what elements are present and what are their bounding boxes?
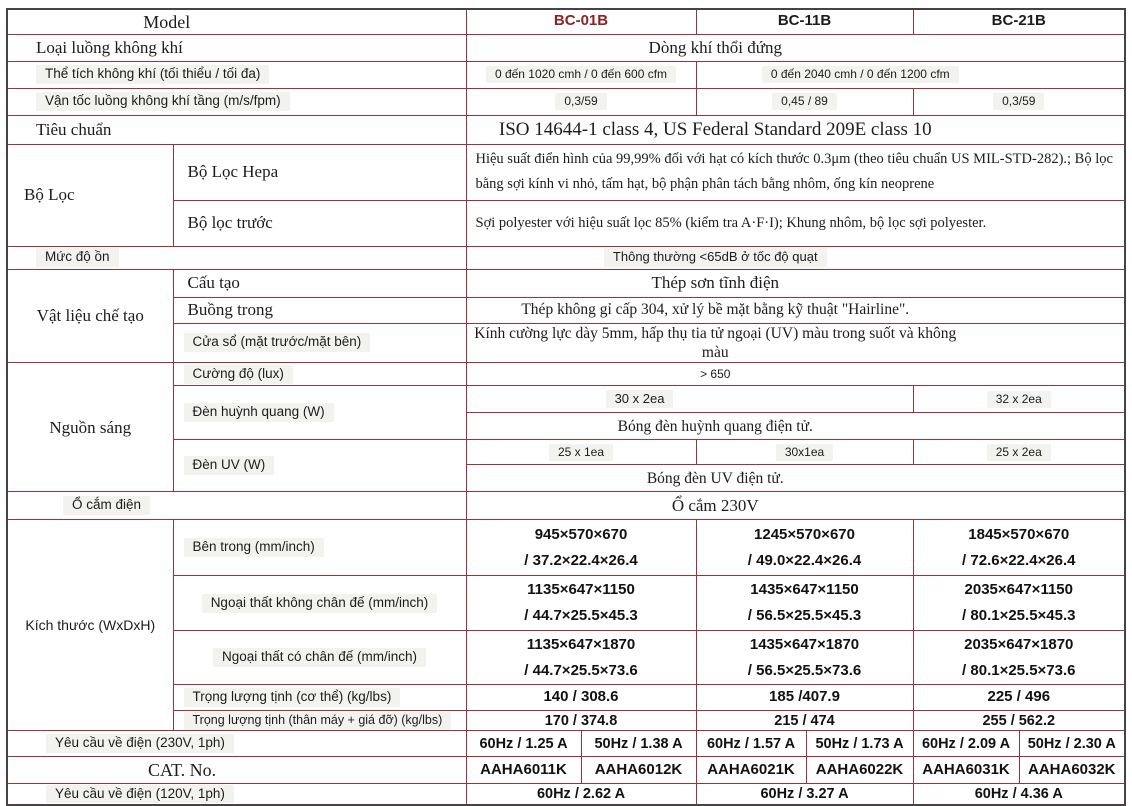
cat-no-5: AAHA6031K: [913, 757, 1019, 784]
row-dim-ext-stand: [7, 631, 1125, 685]
weight-body-bc11b: 185 /407.9: [696, 685, 913, 711]
power-120v-bc11b: 60Hz / 3.27 A: [696, 784, 913, 805]
row-structure: [7, 269, 1125, 297]
cat-no-2: AAHA6012K: [581, 757, 696, 784]
airflow-type-value: Dòng khí thổi đứng: [466, 34, 1125, 61]
cat-no-label: CAT. No.: [7, 757, 466, 784]
uv-note: Bóng đèn UV điện tử.: [466, 465, 1125, 492]
pre-filter-label: Bộ lọc trước: [173, 200, 466, 246]
row-model: [7, 9, 1125, 34]
power-230v-label: Yêu cầu về điện (230V, 1ph): [46, 734, 234, 753]
row-weight-stand: [7, 711, 1125, 731]
power-230v-bc11b-60hz: 60Hz / 1.57 A: [696, 731, 806, 757]
dimensions-group-label: Kích thước (WxDxH): [7, 520, 173, 731]
hepa-filter-label: Bộ Lọc Hepa: [173, 144, 466, 200]
dim-ext-stand-bc21b: 2035×647×1870 / 80.1×25.5×73.6: [913, 631, 1125, 685]
dim-ext-no-stand-bc21b: 2035×647×1150 / 80.1×25.5×45.3: [913, 576, 1125, 631]
weight-body-label: Trọng lượng tịnh (cơ thể) (kg/lbs): [184, 688, 401, 707]
row-air-velocity: [7, 88, 1125, 115]
pre-filter-value: Sợi polyester với hiệu suất lọc 85% (kiểm tra A·F·I); Khung nhôm, bộ lọc sợi polyester.: [466, 200, 1125, 246]
air-volume-bc11b-bc21b: 0 đến 2040 cmh / 0 đến 1200 cfm: [762, 66, 959, 83]
air-velocity-label: Vận tốc luồng không khí tầng (m/s/fpm): [36, 92, 290, 111]
cat-no-4: AAHA6022K: [806, 757, 913, 784]
row-power-230v: [7, 731, 1125, 757]
power-230v-bc11b-50hz: 50Hz / 1.73 A: [806, 731, 913, 757]
material-group-label: Vật liệu chế tạo: [7, 269, 173, 363]
model-header-label: Model: [7, 9, 466, 34]
power-230v-bc21b-60hz: 60Hz / 2.09 A: [913, 731, 1019, 757]
dim-ext-no-stand-bc01b: 1135×647×1150 / 44.7×25.5×45.3: [466, 576, 696, 631]
row-airflow-type: [7, 34, 1125, 61]
window-label: Cửa sổ (mặt trước/mặt bên): [184, 333, 371, 352]
dim-inner-bc01b: 945×570×670 / 37.2×22.4×26.4: [466, 520, 696, 576]
fluorescent-bc01b-bc11b: 30 x 2ea: [606, 390, 674, 408]
dim-inner-bc21b: 1845×570×670 / 72.6×22.4×26.4: [913, 520, 1125, 576]
uv-bc21b: 25 x 2ea: [987, 444, 1051, 461]
fluorescent-bc21b: 32 x 2ea: [987, 391, 1051, 408]
fluorescent-note: Bóng đèn huỳnh quang điện tử.: [466, 413, 1125, 440]
power-230v-bc01b-60hz: 60Hz / 1.25 A: [466, 731, 581, 757]
row-uv-values: [7, 440, 1125, 465]
structure-label: Cấu tạo: [173, 269, 466, 297]
model-bc21b: BC-21B: [913, 9, 1125, 34]
cat-no-3: AAHA6021K: [696, 757, 806, 784]
airflow-type-label: Loại luồng không khí: [7, 34, 466, 61]
row-air-volume: [7, 61, 1125, 88]
light-group-label: Nguồn sáng: [7, 363, 173, 492]
row-outlet: [7, 492, 1125, 520]
dim-ext-stand-label: Ngoại thất có chân đế (mm/inch): [213, 648, 426, 667]
power-120v-bc21b: 60Hz / 4.36 A: [913, 784, 1125, 805]
structure-value: Thép sơn tĩnh điện: [466, 269, 1125, 297]
dim-inner-label: Bên trong (mm/inch): [184, 538, 324, 557]
power-230v-bc21b-50hz: 50Hz / 2.30 A: [1019, 731, 1125, 757]
weight-stand-bc11b: 215 / 474: [696, 711, 913, 731]
row-dim-ext-no-stand: [7, 576, 1125, 631]
row-cat-no: [7, 757, 1125, 784]
weight-stand-bc01b: 170 / 374.8: [466, 711, 696, 731]
noise-label: Mức độ ồn: [36, 248, 119, 267]
dim-ext-no-stand-label: Ngoại thất không chân đế (mm/inch): [202, 594, 438, 613]
row-power-120v: [7, 784, 1125, 805]
chamber-value: Thép không gỉ cấp 304, xử lý bề mặt bằng kỹ thuật "Hairline".: [466, 297, 1125, 323]
dim-inner-bc11b: 1245×570×670 / 49.0×22.4×26.4: [696, 520, 913, 576]
standard-label: Tiêu chuẩn: [7, 115, 466, 144]
uv-label: Đèn UV (W): [184, 456, 275, 475]
weight-body-bc01b: 140 / 308.6: [466, 685, 696, 711]
specification-table: [6, 8, 1126, 806]
power-120v-label: Yêu cầu về điện (120V, 1ph): [46, 785, 234, 804]
cat-no-6: AAHA6032K: [1019, 757, 1125, 784]
fluorescent-label: Đèn huỳnh quang (W): [184, 403, 334, 422]
filter-group-label: Bộ Lọc: [7, 144, 173, 246]
row-standard: [7, 115, 1125, 144]
row-fluorescent-values: [7, 386, 1125, 413]
air-volume-label: Thể tích không khí (tối thiểu / tối đa): [36, 65, 269, 84]
weight-stand-label: Trọng lượng tịnh (thân máy + giá đỡ) (kg/lbs): [184, 712, 452, 730]
row-noise: [7, 246, 1125, 269]
dim-ext-no-stand-bc11b: 1435×647×1150 / 56.5×25.5×45.3: [696, 576, 913, 631]
row-light-intensity: [7, 363, 1125, 386]
row-window: [7, 323, 1125, 363]
air-velocity-bc11b: 0,45 / 89: [772, 93, 837, 110]
weight-body-bc21b: 225 / 496: [913, 685, 1125, 711]
outlet-label: Ổ cắm điện: [63, 496, 150, 515]
model-bc11b: BC-11B: [696, 9, 913, 34]
row-weight-body: [7, 685, 1125, 711]
air-velocity-bc21b: 0,3/59: [993, 93, 1044, 110]
weight-stand-bc21b: 255 / 562.2: [913, 711, 1125, 731]
dim-ext-stand-bc01b: 1135×647×1870 / 44.7×25.5×73.6: [466, 631, 696, 685]
air-volume-bc01b: 0 đến 1020 cmh / 0 đến 600 cfm: [486, 66, 676, 83]
light-intensity-label: Cường độ (lux): [184, 365, 293, 384]
standard-value: ISO 14644-1 class 4, US Federal Standard 209E class 10: [466, 115, 1125, 144]
model-bc01b: BC-01B: [466, 9, 696, 34]
power-230v-bc01b-50hz: 50Hz / 1.38 A: [581, 731, 696, 757]
chamber-label: Buồng trong: [173, 297, 466, 323]
window-value: Kính cường lực dày 5mm, hấp thụ tia tử ngoại (UV) màu trong suốt và không màu: [466, 323, 1125, 363]
uv-bc01b: 25 x 1ea: [549, 444, 613, 461]
row-pre-filter: [7, 200, 1125, 246]
noise-value: Thông thường <65dB ở tốc độ quạt: [604, 248, 827, 266]
power-120v-bc01b: 60Hz / 2.62 A: [466, 784, 696, 805]
cat-no-1: AAHA6011K: [466, 757, 581, 784]
row-dim-inner: [7, 520, 1125, 576]
outlet-value: Ổ cắm 230V: [466, 492, 1125, 520]
hepa-filter-value: Hiệu suất điển hình của 99,99% đối với hạt có kích thước 0.3μm (theo tiêu chuẩn US MIL-STD-282).; Bộ lọc bằng sợi kính vi nhỏ, tấm hạt, bộ phận phân tách bằng nhôm, ống kín neoprene: [466, 144, 1125, 200]
row-hepa-filter: [7, 144, 1125, 200]
dim-ext-stand-bc11b: 1435×647×1870 / 56.5×25.5×73.6: [696, 631, 913, 685]
light-intensity-value: > 650: [466, 363, 1125, 386]
air-velocity-bc01b: 0,3/59: [555, 93, 606, 110]
uv-bc11b: 30x1ea: [776, 444, 833, 461]
row-chamber: [7, 297, 1125, 323]
